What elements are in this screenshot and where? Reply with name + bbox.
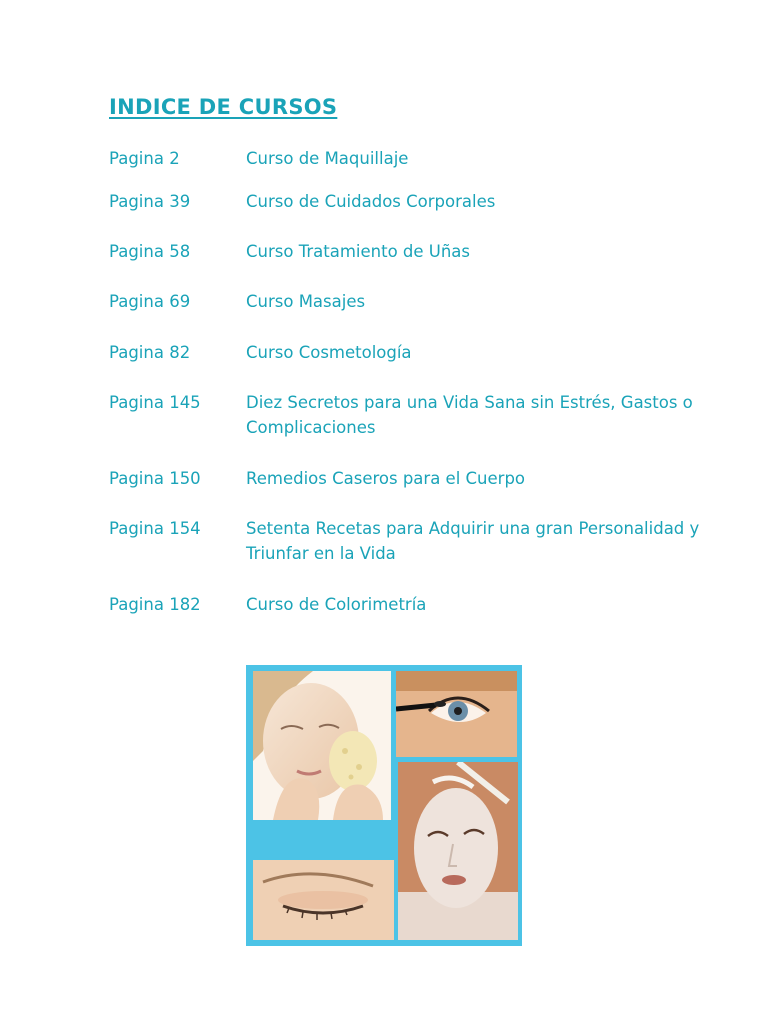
toc-course-title: Curso Tratamiento de Uñas bbox=[246, 242, 471, 261]
toc-course-title: Curso Cosmetología bbox=[246, 343, 412, 362]
toc-page-number: Pagina 82 bbox=[109, 343, 191, 362]
toc-page-number: Pagina 2 bbox=[109, 149, 180, 168]
toc-course-title: Diez Secretos para una Vida Sana sin Estrés, Gastos o Complicaciones bbox=[246, 393, 693, 437]
toc-page-number: Pagina 58 bbox=[109, 242, 191, 261]
toc-course-title: Setenta Recetas para Adquirir una gran Personalidad y Triunfar en la Vida bbox=[246, 519, 700, 563]
collage-photo-closed-eye bbox=[253, 860, 394, 940]
toc-page-number: Pagina 150 bbox=[109, 469, 201, 488]
toc-page-number: Pagina 145 bbox=[109, 393, 201, 412]
collage-photo-sponge bbox=[253, 671, 391, 820]
beauty-collage-image bbox=[246, 665, 522, 946]
toc-course-title: Curso de Cuidados Corporales bbox=[246, 192, 496, 211]
toc-course-title: Curso de Maquillaje bbox=[246, 149, 409, 168]
toc-course-title: Curso de Colorimetría bbox=[246, 595, 427, 614]
toc-page-number: Pagina 69 bbox=[109, 292, 191, 311]
toc-course-title: Remedios Caseros para el Cuerpo bbox=[246, 469, 526, 488]
toc-page-number: Pagina 39 bbox=[109, 192, 191, 211]
collage-photo-mascara bbox=[396, 671, 517, 757]
page-title: INDICE DE CURSOS bbox=[109, 95, 338, 119]
toc-course-title: Curso Masajes bbox=[246, 292, 366, 311]
toc-page-number: Pagina 182 bbox=[109, 595, 201, 614]
collage-photo-face-mask bbox=[398, 762, 518, 940]
toc-page-number: Pagina 154 bbox=[109, 519, 201, 538]
